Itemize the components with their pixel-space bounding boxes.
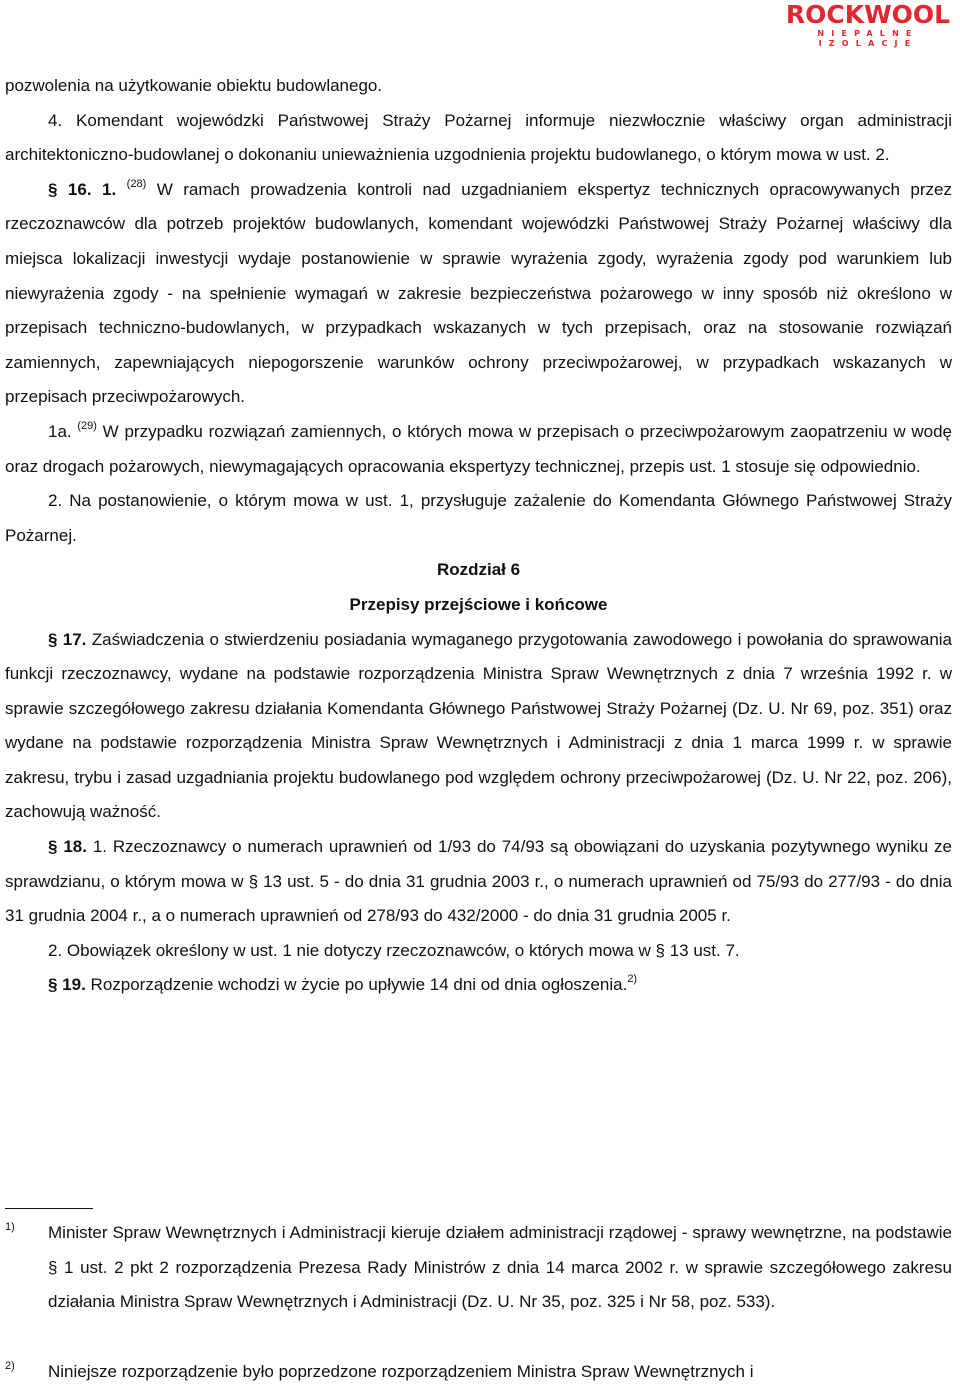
paragraph-18-1: [5, 830, 952, 934]
logo-brand: ROCKWOOL: [785, 0, 951, 29]
section-16-label: § 16. 1.: [48, 179, 117, 199]
footnote-ref-29: (29): [77, 419, 97, 432]
footnote-2: [5, 1355, 952, 1390]
paragraph-16-1: [5, 173, 952, 415]
paragraph-19: [5, 968, 952, 1003]
section-17-label: § 17.: [48, 629, 87, 649]
paragraph-17: [5, 623, 952, 831]
document-body: [5, 69, 952, 1003]
paragraph-16-1-text: W ramach prowadzenia kontroli nad uzgadnianiem ekspertyz technicznych opracowywanych przez rzeczoznawców dla potrzeb projektów budowlanych, komendant wojewódzki Państwowej Straży Pożarnej właściwy dla miejsca lokalizacji inwestycji wydaje postanowienie w sprawie wyrażenia zgody, wyrażenia zgody pod warunkiem lub niewyrażenia zgody - na spełnienie wymagań w zakresie bezpieczeństwa pożarowego w inny sposób niż określono w przepisach techniczno-budowlanych, w przypadkach wskazanych w tych przepisach, oraz na stosowanie rozwiązań zamiennych, zapewniających niepogorszenie warunków ochrony przeciwpożarowej, w przypadkach wskazanych w przepisach przeciwpożarowych.: [5, 179, 952, 407]
paragraph-17-text: Zaświadczenia o stwierdzeniu posiadania wymaganego przygotowania zawodowego i powołania do sprawowania funkcji rzeczoznawcy, wydane na podstawie rozporządzenia Ministra Spraw Wewnętrznych z dnia 7 września 1992 r. w sprawie szczegółowego zakresu działania Komendanta Głównego Państwowej Straży Pożarnej (Dz. U. Nr 69, poz. 351) oraz wydane na podstawie rozporządzenia Ministra Spraw Wewnętrznych i Administracji z dnia 1 marca 1999 r. w sprawie zakresu, trybu i zasad uzgadniania projektu budowlanego pod względem ochrony przeciwpożarowej (Dz. U. Nr 22, poz. 206), zachowują ważność.: [5, 629, 953, 822]
paragraph-continuation: pozwolenia na użytkowanie obiektu budowlanego.: [5, 76, 383, 95]
paragraph-18-2: 2. Obowiązek określony w ust. 1 nie dotyczy rzeczoznawców, o których mowa w § 13 ust. 7.: [48, 940, 740, 960]
footnote-ref-28: (28): [126, 177, 147, 190]
footnote-1-text: Minister Spraw Wewnętrznych i Administracji kieruje działem administracji rządowej - sprawy wewnętrzne, na podstawie § 1 ust. 2 pkt 2 rozporządzenia Prezesa Rady Ministrów z dnia 14 marca 2002 r. w sprawie szczegółowego zakresu działania Ministra Spraw Wewnętrznych i Administracji (Dz. U. Nr 35, poz. 325 i Nr 58, poz. 533).: [48, 1223, 952, 1312]
logo-tagline: NIEPALNE IZOLACJE: [817, 29, 919, 48]
footnote-1-mark: 1): [5, 1221, 15, 1233]
paragraph-16-1a: [5, 415, 952, 484]
chapter-heading: Rozdział 6: [436, 560, 521, 580]
section-19-label: § 19.: [48, 975, 86, 995]
paragraph-19-text: Rozporządzenie wchodzi w życie po upływie 14 dni od dnia ogłoszenia.: [85, 975, 628, 995]
paragraph-16-1a-label: 1a.: [48, 421, 72, 441]
footnote-2-text: Niniejsze rozporządzenie było poprzedzone rozporządzeniem Ministra Spraw Wewnętrznych i: [48, 1362, 754, 1381]
paragraph-16-2: 2. Na postanowienie, o którym mowa w ust. 1, przysługuje zażalenie do Komendanta Głównego Państwowej Straży Pożarnej.: [5, 491, 952, 545]
footnote-ref-2: 2): [627, 973, 638, 986]
chapter-title: Przepisy przejściowe i końcowe: [349, 594, 608, 614]
section-18-label: § 18.: [48, 837, 87, 857]
footnote-2-mark: 2): [5, 1360, 15, 1372]
paragraph-16-1a-text: W przypadku rozwiązań zamiennych, o których mowa w przepisach o przeciwpożarowym zaopatrzeniu w wodę oraz drogach pożarowych, niewymagających opracowania ekspertyzy technicznej, przepis ust. 1 stosuje się odpowiednio.: [5, 421, 952, 476]
paragraph-15-4: 4. Komendant wojewódzki Państwowej Straży Pożarnej informuje niezwłocznie właściwy organ administracji architektoniczno-budowlanej o dokonaniu unieważnienia uzgodnienia projektu budowlanego, o którym mowa w ust. 2.: [5, 110, 952, 165]
footnote-separator: [5, 1208, 93, 1209]
footnote-1: [5, 1216, 952, 1320]
rockwool-logo: [784, 2, 952, 49]
paragraph-18-1-text: 1. Rzeczoznawcy o numerach uprawnień od 1/93 do 74/93 są obowiązani do uzyskania pozytywnego wyniku ze sprawdzianu, o którym mowa w § 13 ust. 5 - do dnia 31 grudnia 2003 r., o numerach uprawnień od 75/93 do 277/93 - do dnia 31 grudnia 2004 r., a o numerach uprawnień od 278/93 do 432/2000 - do dnia 31 grudnia 2005 r.: [5, 837, 952, 926]
